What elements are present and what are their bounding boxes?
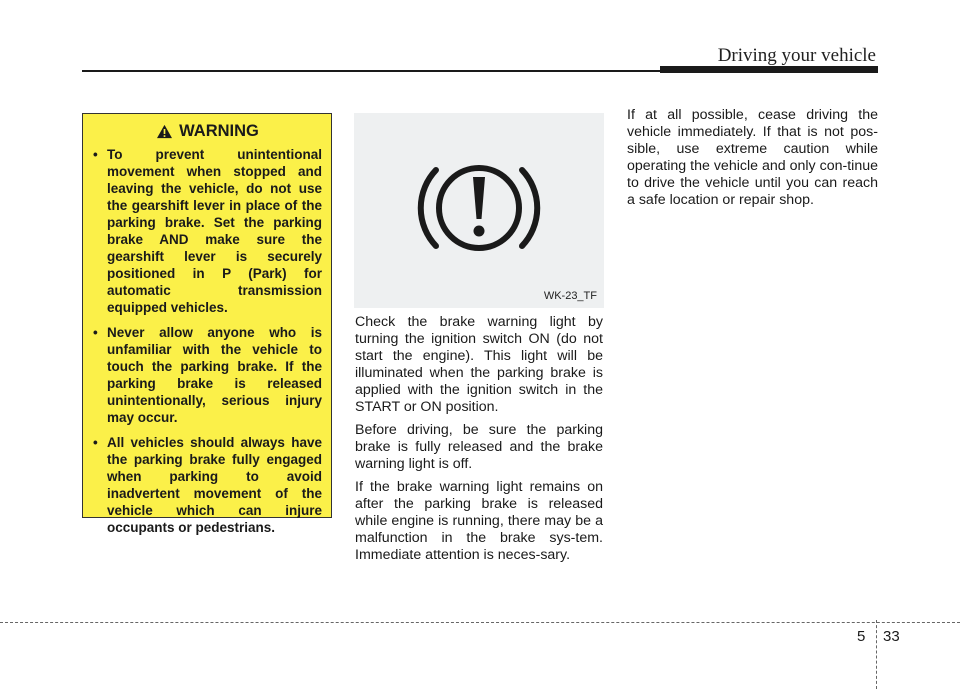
warning-title: WARNING <box>179 122 259 140</box>
warning-box <box>82 113 332 535</box>
warning-item: • To prevent unintentional movement when stopped and leaving the vehicle, do not use the gearshift lever in place of the parking brake. Set the parking brake AND make sure the gearshift lever is securely positioned in P (Park) for automatic transmission equipped vehicles. <box>93 146 322 316</box>
warning-list <box>93 146 322 536</box>
page-number: 33 <box>883 628 900 645</box>
warning-item: • All vehicles should always have the parking brake fully engaged when parking to avoid inadvertent movement of the vehicle which can injure occupants or pedestrians. <box>93 434 322 536</box>
body-paragraph: Before driving, be sure the parking brake is fully released and the brake warning light is off. <box>355 422 603 472</box>
body-paragraph: If the brake warning light remains on after the parking brake is released while engine is running, there may be a malfunction in the brake sys-tem. Immediate attention is neces-sary. <box>355 479 603 563</box>
brake-warning-figure <box>354 113 604 308</box>
chapter-number: 5 <box>857 628 866 645</box>
warning-heading <box>93 122 322 141</box>
footer-divider <box>876 620 877 689</box>
header-rule <box>82 70 660 72</box>
brake-warning-icon <box>414 153 544 263</box>
section-title: Driving your vehicle <box>717 45 876 66</box>
body-paragraph: Check the brake warning light by turning the ignition switch ON (do not start the engine). This light will be illuminated when the parking brake is applied with the ignition switch in the START or ON position. <box>355 314 603 415</box>
header-rule-bar <box>660 66 878 73</box>
body-column-middle <box>355 314 603 570</box>
warning-item: • Never allow anyone who is unfamiliar with the vehicle to touch the parking brake. If the parking brake is released unintentionally, serious injury may occur. <box>93 324 322 426</box>
warning-triangle-icon <box>156 124 173 139</box>
footer-rule <box>0 622 960 623</box>
body-column-right <box>627 107 878 215</box>
body-paragraph: If at all possible, cease driving the vehicle immediately. If that is not pos-sible, use extreme caution while operating the vehicle and only con-tinue to drive the vehicle until you can reach a safe location or repair shop. <box>627 107 878 208</box>
figure-code: WK-23_TF <box>543 290 597 302</box>
